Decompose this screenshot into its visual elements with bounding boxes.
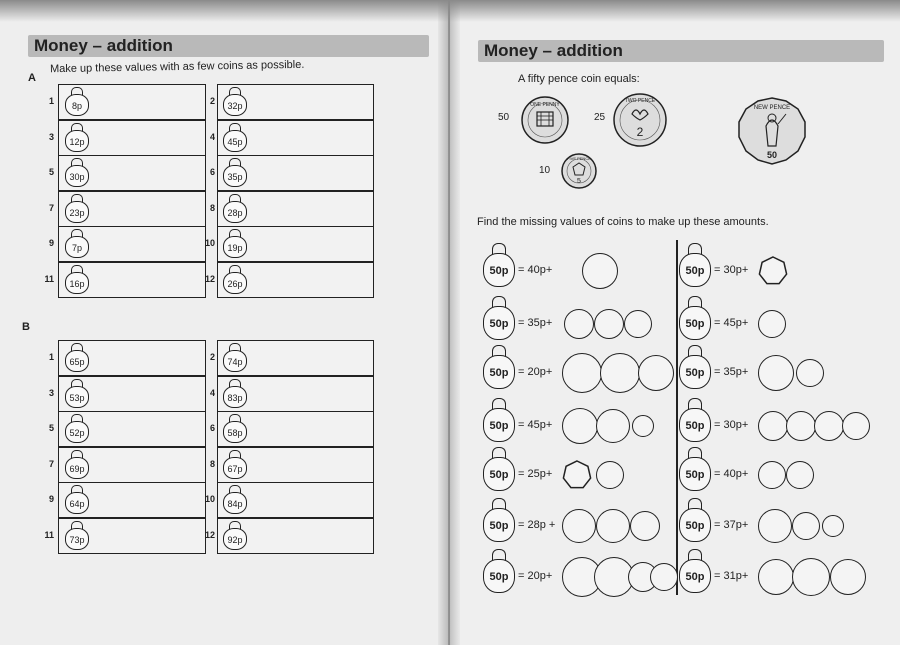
purse-value: 26p	[223, 272, 247, 294]
coin-answer-circle[interactable]	[758, 461, 786, 489]
question-number: 7	[48, 458, 54, 469]
equation-text: = 35p+	[518, 317, 553, 329]
question-number: 1	[48, 352, 54, 362]
five-pence-coin-text: FIVE PENCE	[567, 156, 591, 161]
section-b-letter: B	[22, 321, 30, 333]
fifty-pence-purse-icon	[678, 243, 712, 289]
equation-text: = 45p+	[518, 419, 553, 431]
coin-answer-circle[interactable]	[596, 461, 624, 489]
purse-amount: 50p	[679, 253, 711, 287]
coin-answer-circle[interactable]	[638, 355, 674, 391]
coin-answer-circle[interactable]	[632, 415, 654, 437]
coin-answer-circle[interactable]	[594, 309, 624, 339]
purse-value: 84p	[223, 492, 247, 514]
coin-answer-circle[interactable]	[758, 411, 788, 441]
five-pence-count: 10	[539, 165, 551, 176]
two-pence-coin-icon	[612, 92, 668, 148]
purse-icon	[63, 265, 91, 295]
fifty-pence-purse-icon	[678, 296, 712, 342]
one-penny-coin-icon	[520, 95, 570, 145]
purse-amount: 50p	[483, 457, 515, 491]
question-number: 11	[44, 529, 54, 540]
purse-icon	[221, 485, 249, 515]
coin-answer-circle[interactable]	[650, 563, 678, 591]
fifty-pence-purse-icon	[482, 398, 516, 444]
missing-values-instruction: Find the missing values of coins to make up these amounts.	[477, 216, 769, 228]
equation-text: = 20p+	[518, 570, 553, 582]
equation-text: = 31p+	[714, 570, 749, 582]
purse-value: 32p	[223, 94, 247, 116]
purse-icon	[63, 229, 91, 259]
purse-icon	[221, 87, 249, 117]
question-number: 3	[48, 387, 54, 398]
purse-value: 92p	[223, 528, 247, 550]
fifty-pence-coin-text: NEW PENCE	[753, 105, 791, 111]
two-pence-count: 25	[594, 112, 606, 123]
purse-value: 64p	[65, 492, 89, 514]
fifty-pence-coin-icon	[736, 96, 808, 168]
coin-answer-circle[interactable]	[596, 509, 630, 543]
equation-text: = 40p+	[518, 264, 553, 276]
coin-answer-circle[interactable]	[814, 411, 844, 441]
question-number: 8	[209, 458, 215, 469]
purse-value: 83p	[223, 386, 247, 408]
purse-value: 65p	[65, 350, 89, 372]
purse-icon	[63, 450, 91, 480]
purse-amount: 50p	[679, 355, 711, 389]
purse-icon	[221, 414, 249, 444]
purse-icon	[221, 123, 249, 153]
two-numeral: 2	[636, 125, 644, 139]
coin-answer-circle[interactable]	[822, 515, 844, 537]
coin-answer-circle[interactable]	[786, 461, 814, 489]
purse-icon	[63, 521, 91, 551]
section-a-letter: A	[28, 72, 36, 84]
question-number: 8	[209, 202, 215, 213]
purse-amount: 50p	[679, 508, 711, 542]
purse-icon	[63, 87, 91, 117]
purse-icon	[221, 265, 249, 295]
question-number: 12	[204, 273, 215, 284]
question-number: 9	[48, 238, 54, 248]
purse-amount: 50p	[679, 559, 711, 593]
purse-icon	[221, 521, 249, 551]
purse-value: 69p	[65, 457, 89, 479]
question-number: 5	[48, 423, 54, 433]
purse-icon	[63, 343, 91, 373]
fifty-pence-purse-icon	[482, 296, 516, 342]
coin-answer-circle[interactable]	[582, 253, 618, 289]
left-page-title: Money – addition	[28, 35, 429, 57]
purse-icon	[63, 123, 91, 153]
coin-answer-circle[interactable]	[562, 353, 602, 393]
fifty-numeral: 50	[766, 150, 778, 160]
coin-answer-circle[interactable]	[758, 355, 794, 391]
coin-answer-circle[interactable]	[758, 509, 792, 543]
purse-amount: 50p	[679, 457, 711, 491]
purse-value: 19p	[223, 236, 247, 258]
purse-icon	[63, 485, 91, 515]
question-number: 9	[48, 494, 54, 504]
coin-answer-circle[interactable]	[796, 359, 824, 387]
purse-value: 12p	[65, 130, 89, 152]
purse-value: 73p	[65, 528, 89, 550]
top-shadow	[0, 0, 900, 22]
equation-text: = 20p+	[518, 366, 553, 378]
equation-text: = 40p+	[714, 468, 749, 480]
purse-value: 52p	[65, 421, 89, 443]
fifty-pence-purse-icon	[678, 447, 712, 493]
fifty-pence-purse-icon	[678, 398, 712, 444]
fifty-pence-purse-icon	[482, 447, 516, 493]
two-pence-coin-text: TWO PENCE	[624, 98, 656, 104]
coin-answer-circle[interactable]	[842, 412, 870, 440]
purse-amount: 50p	[483, 253, 515, 287]
purse-value: 45p	[223, 130, 247, 152]
purse-value: 58p	[223, 421, 247, 443]
question-number: 6	[209, 167, 215, 177]
coin-intro-text: A fifty pence coin equals:	[518, 73, 640, 85]
question-number: 7	[48, 202, 54, 213]
coin-answer-circle[interactable]	[596, 409, 630, 443]
coin-answer-circle[interactable]	[830, 559, 866, 595]
coin-answer-circle[interactable]	[600, 353, 640, 393]
penny-coin-text: ONE PENNY	[530, 102, 560, 108]
question-number: 3	[48, 131, 54, 142]
purse-value: 7p	[65, 236, 89, 258]
right-page-title: Money – addition	[478, 40, 884, 62]
fifty-pence-purse-icon	[678, 345, 712, 391]
equation-text: = 30p+	[714, 264, 749, 276]
purse-value: 74p	[223, 350, 247, 372]
purse-icon	[221, 450, 249, 480]
question-number: 11	[44, 273, 54, 284]
five-pence-coin-icon	[560, 152, 598, 190]
purse-value: 28p	[223, 201, 247, 223]
purse-amount: 50p	[679, 306, 711, 340]
coin-answer-circle[interactable]	[630, 511, 660, 541]
question-number: 12	[204, 529, 215, 540]
purse-value: 67p	[223, 457, 247, 479]
coin-answer-circle[interactable]	[758, 559, 794, 595]
question-number: 6	[209, 423, 215, 433]
question-number: 4	[209, 131, 215, 142]
purse-icon	[63, 194, 91, 224]
coin-answer-circle[interactable]	[786, 411, 816, 441]
equation-text: = 28p +	[518, 519, 556, 531]
equation-text: = 35p+	[714, 366, 749, 378]
purse-icon	[63, 414, 91, 444]
question-number: 2	[209, 352, 215, 362]
purse-amount: 50p	[483, 355, 515, 389]
equation-text: = 45p+	[714, 317, 749, 329]
purse-amount: 50p	[483, 559, 515, 593]
right-page	[449, 0, 900, 645]
coin-answer-circle[interactable]	[792, 558, 830, 596]
heptagon-coin-outline[interactable]	[562, 460, 592, 490]
fifty-pence-purse-icon	[678, 549, 712, 595]
fifty-pence-purse-icon	[482, 345, 516, 391]
coin-answer-circle[interactable]	[564, 309, 594, 339]
equation-text: = 30p+	[714, 419, 749, 431]
purse-icon	[221, 194, 249, 224]
purse-icon	[221, 158, 249, 188]
question-number: 10	[204, 494, 215, 504]
purse-icon	[221, 379, 249, 409]
heptagon-coin-outline[interactable]	[758, 256, 788, 286]
five-numeral: 5	[577, 178, 581, 185]
purse-icon	[63, 379, 91, 409]
purse-value: 23p	[65, 201, 89, 223]
book-spine	[438, 0, 460, 645]
purse-icon	[221, 343, 249, 373]
purse-icon	[221, 229, 249, 259]
coin-answer-circle[interactable]	[792, 512, 820, 540]
purse-value: 35p	[223, 165, 247, 187]
coin-answer-circle[interactable]	[624, 310, 652, 338]
fifty-pence-purse-icon	[678, 498, 712, 544]
question-number: 4	[209, 387, 215, 398]
question-number: 5	[48, 167, 54, 177]
question-number: 10	[204, 238, 215, 248]
purse-amount: 50p	[483, 306, 515, 340]
purse-icon	[63, 158, 91, 188]
purse-value: 16p	[65, 272, 89, 294]
purse-value: 8p	[65, 94, 89, 116]
fifty-pence-purse-icon	[482, 243, 516, 289]
fifty-pence-purse-icon	[482, 549, 516, 595]
purse-value: 30p	[65, 165, 89, 187]
purse-amount: 50p	[483, 508, 515, 542]
question-number: 2	[209, 96, 215, 106]
purse-value: 53p	[65, 386, 89, 408]
equation-text: = 25p+	[518, 468, 553, 480]
question-number: 1	[48, 96, 54, 106]
penny-count: 50	[498, 112, 510, 123]
coin-answer-circle[interactable]	[758, 310, 786, 338]
purse-amount: 50p	[483, 408, 515, 442]
coin-answer-circle[interactable]	[562, 408, 598, 444]
purse-amount: 50p	[679, 408, 711, 442]
coin-answer-circle[interactable]	[562, 509, 596, 543]
section-a-instruction: Make up these values with as few coins as possible.	[49, 58, 305, 76]
equation-text: = 37p+	[714, 519, 749, 531]
fifty-pence-purse-icon	[482, 498, 516, 544]
